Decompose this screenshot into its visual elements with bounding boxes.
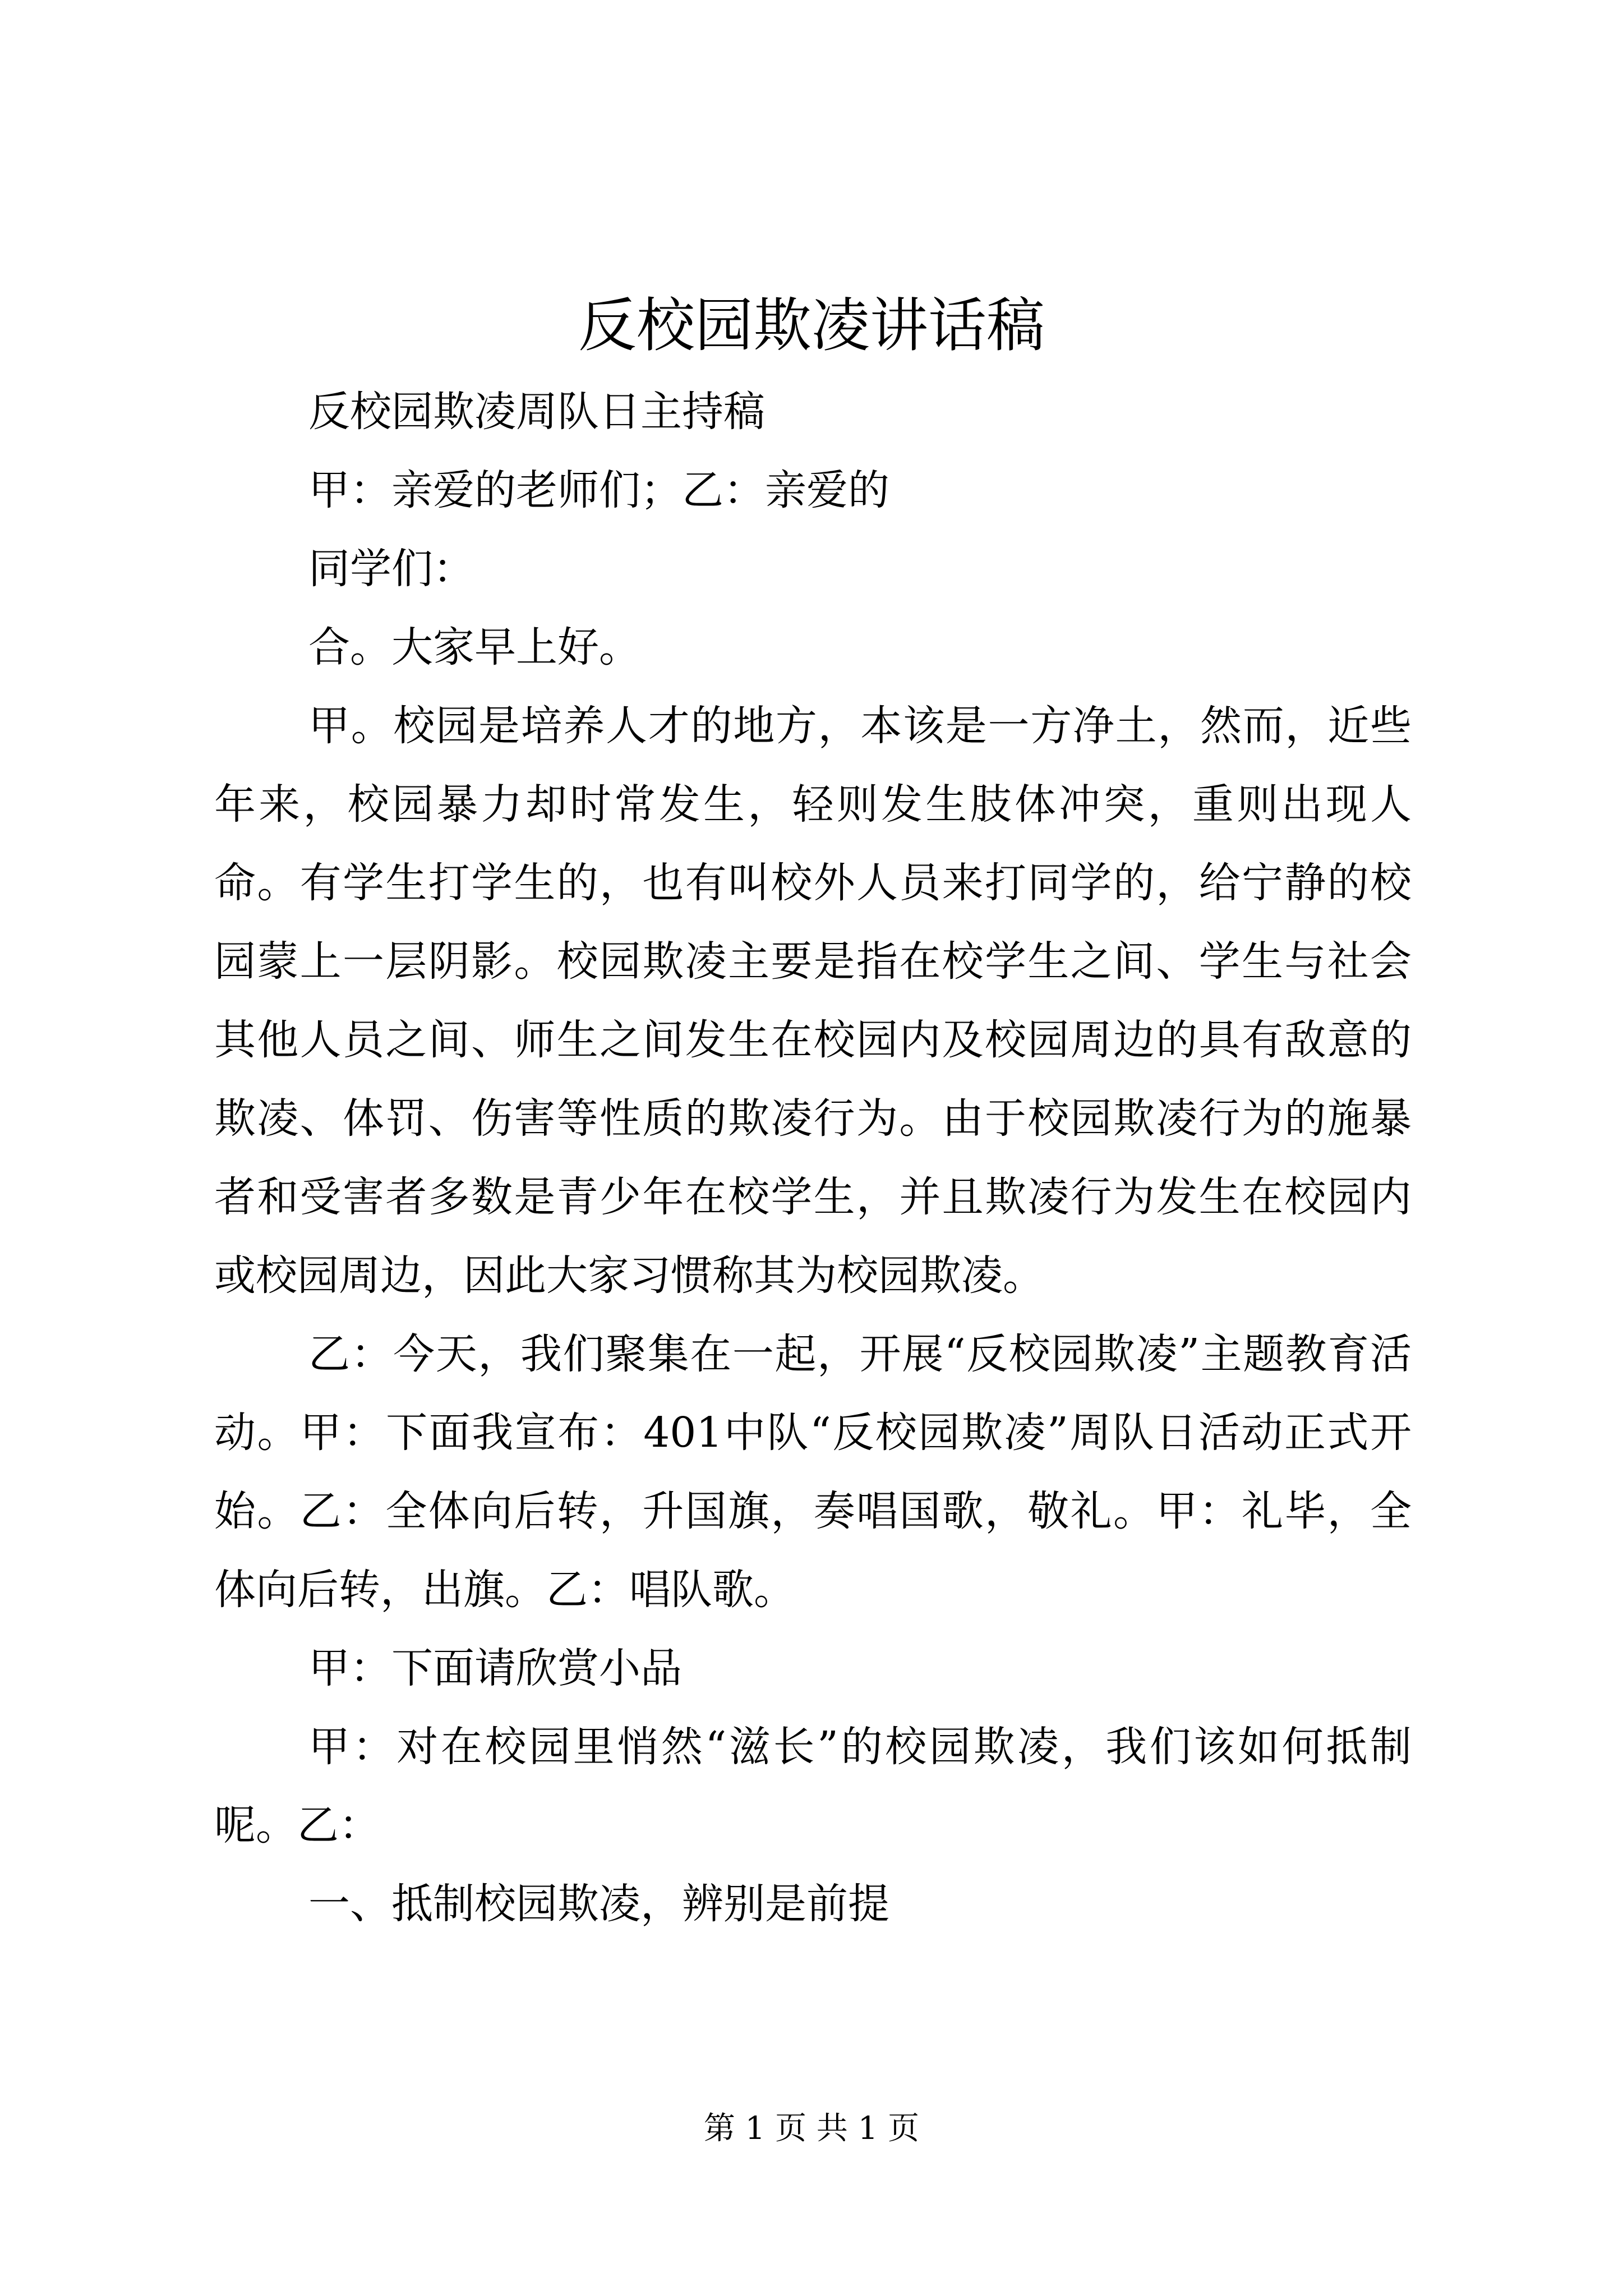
document-title: 反校园欺凌讲话稿 [578, 291, 1045, 360]
paragraph-activity-start: 乙：今天，我们聚集在一起，开展“反校园欺凌”主题教育活动。甲：下面我宣布：401中队“反校园欺凌”周队日活动正式开始。乙：全体向后转，升国旗，奏唱国歌，敬礼。甲：礼毕，全体向后转，出旗。乙：唱队歌。 [214, 1330, 1412, 1614]
paragraph-section-one: 一、抵制校园欺凌，辨别是前提 [308, 1880, 889, 1928]
paragraph-campus-bullying-intro: 甲。校园是培养人才的地方，本该是一方净土，然而，近些年来，校园暴力却时常发生，轻则发生肢体冲突，重则出现人命。有学生打学生的，也有叫校外人员来打同学的，给宁静的校园蒙上一层阴影。校园欺凌主要是指在校学生之间、学生与社会其他人员之间、师生之间发生在校园内及校园周边的具有敌意的欺凌、体罚、伤害等性质的欺凌行为。由于校园欺凌行为的施暴者和受害者多数是青少年在校学生，并且欺凌行为发生在校园内或校园周边，因此大家习惯称其为校园欺凌。 [214, 702, 1412, 1300]
paragraph-subtitle: 反校园欺凌周队日主持稿 [308, 388, 765, 436]
paragraph-greeting-students: 同学们： [308, 545, 474, 593]
page-footer: 第 1 页 共 1 页 [703, 2110, 920, 2147]
paragraph-greeting-teachers: 甲：亲爱的老师们；乙：亲爱的 [308, 466, 889, 514]
paragraph-question: 甲：对在校园里悄然“滋长”的校园欺凌，我们该如何抵制呢。乙： [214, 1723, 1412, 1849]
paragraph-sketch: 甲：下面请欣赏小品 [308, 1644, 682, 1692]
document-body [214, 372, 1412, 1943]
paragraph-good-morning: 合。大家早上好。 [308, 623, 640, 671]
